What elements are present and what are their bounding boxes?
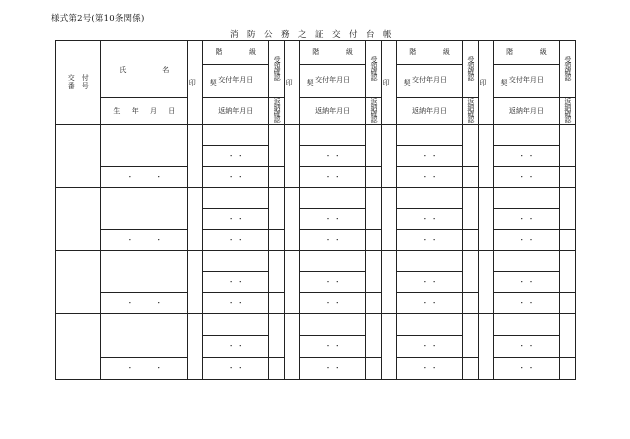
receipt-confirm-cell[interactable] xyxy=(559,251,575,293)
return-date-cell[interactable]: ・ ・ xyxy=(494,358,560,380)
return-confirm-cell[interactable] xyxy=(269,230,285,251)
name-header: 氏 名 xyxy=(101,41,188,98)
return-confirm-cell[interactable] xyxy=(559,167,575,188)
issue-date-header: 交付年月日 xyxy=(494,65,560,98)
return-confirm-cell[interactable] xyxy=(365,230,381,251)
name-cell[interactable] xyxy=(101,125,188,167)
form-number: 様式第2号(第10条関係) xyxy=(51,14,145,24)
seal-cell[interactable] xyxy=(188,125,203,188)
return-date-cell[interactable]: ・ ・ xyxy=(397,293,463,314)
rank-header: 階 級 xyxy=(494,41,560,65)
seal-cell[interactable] xyxy=(478,125,493,188)
seal-cell[interactable] xyxy=(382,188,397,251)
return-confirm-header: 返納確認 xyxy=(365,98,381,125)
issue-date-header: 交付年月日 xyxy=(203,65,269,98)
seal-cell[interactable] xyxy=(285,251,300,314)
return-confirm-cell[interactable] xyxy=(559,358,575,380)
issue-date-header: 交付年月日 xyxy=(397,65,463,98)
name-cell[interactable] xyxy=(101,251,188,293)
name-cell[interactable] xyxy=(101,188,188,230)
rank-cell[interactable] xyxy=(494,251,560,272)
issue-date-cell[interactable]: ・ ・ xyxy=(397,272,463,293)
return-date-cell[interactable]: ・ ・ xyxy=(300,230,366,251)
receipt-confirm-cell[interactable] xyxy=(269,188,285,230)
receipt-confirm-cell[interactable] xyxy=(269,314,285,358)
seal-header: 契 印 xyxy=(188,41,203,125)
receipt-confirm-header: 受領確認 xyxy=(365,41,381,98)
seal-cell[interactable] xyxy=(285,314,300,380)
seal-cell[interactable] xyxy=(382,251,397,314)
receipt-confirm-header: 受領確認 xyxy=(269,41,285,98)
receipt-confirm-header: 受領確認 xyxy=(559,41,575,98)
issue-number-cell[interactable] xyxy=(56,125,101,188)
page-title: 消防公務之証交付台帳 xyxy=(230,30,401,40)
seal-cell[interactable] xyxy=(478,251,493,314)
receipt-confirm-cell[interactable] xyxy=(365,314,381,358)
rank-header: 階 級 xyxy=(300,41,366,65)
receipt-confirm-cell[interactable] xyxy=(559,188,575,230)
seal-cell[interactable] xyxy=(382,125,397,188)
return-date-cell[interactable]: ・ ・ xyxy=(300,358,366,380)
return-confirm-cell[interactable] xyxy=(365,293,381,314)
rank-cell[interactable] xyxy=(300,188,366,209)
issue-date-header: 交付年月日 xyxy=(300,65,366,98)
return-confirm-header: 返納確認 xyxy=(462,98,478,125)
receipt-confirm-cell[interactable] xyxy=(365,188,381,230)
return-confirm-cell[interactable] xyxy=(269,293,285,314)
receipt-confirm-cell[interactable] xyxy=(559,314,575,358)
seal-header: 契 印 xyxy=(285,41,300,125)
seal-cell[interactable] xyxy=(478,314,493,380)
return-date-header: 返納年月日 xyxy=(397,98,463,125)
issue-date-cell[interactable]: ・ ・ xyxy=(494,146,560,167)
seal-header: 契 印 xyxy=(382,41,397,125)
seal-cell[interactable] xyxy=(188,314,203,380)
issue-number-cell[interactable] xyxy=(56,188,101,251)
birth-date-header: 生 年 月 日 xyxy=(101,98,188,125)
receipt-confirm-cell[interactable] xyxy=(269,251,285,293)
issue-date-cell[interactable]: ・ ・ xyxy=(203,272,269,293)
rank-header: 階 級 xyxy=(397,41,463,65)
seal-cell[interactable] xyxy=(478,188,493,251)
issue-date-cell[interactable]: ・ ・ xyxy=(397,336,463,358)
rank-cell[interactable] xyxy=(203,251,269,272)
receipt-confirm-header: 受領確認 xyxy=(462,41,478,98)
issue-date-cell[interactable]: ・ ・ xyxy=(300,336,366,358)
issue-date-cell[interactable]: ・ ・ xyxy=(494,336,560,358)
return-date-cell[interactable]: ・ ・ xyxy=(203,358,269,380)
receipt-confirm-cell[interactable] xyxy=(559,125,575,167)
return-date-cell[interactable]: ・ ・ xyxy=(203,293,269,314)
return-date-cell[interactable]: ・ ・ xyxy=(494,167,560,188)
issue-date-cell[interactable]: ・ ・ xyxy=(494,272,560,293)
return-date-cell[interactable]: ・ ・ xyxy=(397,167,463,188)
birth-date-cell[interactable]: ・ ・ xyxy=(101,167,188,188)
rank-cell[interactable] xyxy=(494,188,560,209)
receipt-confirm-cell[interactable] xyxy=(365,125,381,167)
issue-date-cell[interactable]: ・ ・ xyxy=(300,146,366,167)
return-date-header: 返納年月日 xyxy=(300,98,366,125)
rank-cell[interactable] xyxy=(300,125,366,146)
rank-cell[interactable] xyxy=(397,251,463,272)
rank-cell[interactable] xyxy=(397,188,463,209)
seal-header: 契 印 xyxy=(478,41,493,125)
return-confirm-cell[interactable] xyxy=(559,230,575,251)
rank-cell[interactable] xyxy=(203,125,269,146)
seal-cell[interactable] xyxy=(285,188,300,251)
receipt-confirm-cell[interactable] xyxy=(269,125,285,167)
rank-cell[interactable] xyxy=(494,314,560,336)
seal-cell[interactable] xyxy=(188,251,203,314)
rank-cell[interactable] xyxy=(397,314,463,336)
issue-date-cell[interactable]: ・ ・ xyxy=(203,209,269,230)
receipt-confirm-cell[interactable] xyxy=(462,251,478,293)
return-date-cell[interactable]: ・ ・ xyxy=(397,230,463,251)
issue-date-cell[interactable]: ・ ・ xyxy=(300,272,366,293)
return-date-cell[interactable]: ・ ・ xyxy=(494,230,560,251)
return-date-cell[interactable]: ・ ・ xyxy=(203,167,269,188)
return-date-cell[interactable]: ・ ・ xyxy=(300,167,366,188)
return-confirm-cell[interactable] xyxy=(365,167,381,188)
issue-number-header: 交 付 番 号 xyxy=(56,41,101,125)
return-confirm-cell[interactable] xyxy=(559,293,575,314)
issue-date-cell[interactable]: ・ ・ xyxy=(203,146,269,167)
birth-date-cell[interactable]: ・ ・ xyxy=(101,293,188,314)
rank-cell[interactable] xyxy=(203,188,269,209)
name-cell[interactable] xyxy=(101,314,188,358)
rank-header: 階 級 xyxy=(203,41,269,65)
issue-date-cell[interactable]: ・ ・ xyxy=(494,209,560,230)
return-confirm-cell[interactable] xyxy=(462,230,478,251)
rank-cell[interactable] xyxy=(300,314,366,336)
birth-date-cell[interactable]: ・ ・ xyxy=(101,358,188,380)
issue-number-cell[interactable] xyxy=(56,251,101,314)
issue-date-cell[interactable]: ・ ・ xyxy=(397,209,463,230)
issue-ledger-table xyxy=(55,40,576,380)
receipt-confirm-cell[interactable] xyxy=(462,314,478,358)
return-date-header: 返納年月日 xyxy=(203,98,269,125)
seal-cell[interactable] xyxy=(382,314,397,380)
return-confirm-header: 返納確認 xyxy=(559,98,575,125)
rank-cell[interactable] xyxy=(397,125,463,146)
receipt-confirm-cell[interactable] xyxy=(462,125,478,167)
return-date-cell[interactable]: ・ ・ xyxy=(203,230,269,251)
rank-cell[interactable] xyxy=(300,251,366,272)
return-date-header: 返納年月日 xyxy=(494,98,560,125)
rank-cell[interactable] xyxy=(494,125,560,146)
return-date-cell[interactable]: ・ ・ xyxy=(397,358,463,380)
return-confirm-cell[interactable] xyxy=(269,358,285,380)
receipt-confirm-cell[interactable] xyxy=(365,251,381,293)
return-confirm-cell[interactable] xyxy=(462,293,478,314)
return-date-cell[interactable]: ・ ・ xyxy=(300,293,366,314)
return-confirm-cell[interactable] xyxy=(365,358,381,380)
issue-number-cell[interactable] xyxy=(56,314,101,380)
return-confirm-cell[interactable] xyxy=(269,167,285,188)
birth-date-cell[interactable]: ・ ・ xyxy=(101,230,188,251)
rank-cell[interactable] xyxy=(203,314,269,336)
return-date-cell[interactable]: ・ ・ xyxy=(494,293,560,314)
seal-cell[interactable] xyxy=(285,125,300,188)
issue-date-cell[interactable]: ・ ・ xyxy=(300,209,366,230)
seal-cell[interactable] xyxy=(188,188,203,251)
return-confirm-cell[interactable] xyxy=(462,167,478,188)
receipt-confirm-cell[interactable] xyxy=(462,188,478,230)
return-confirm-header: 返納確認 xyxy=(269,98,285,125)
issue-date-cell[interactable]: ・ ・ xyxy=(203,336,269,358)
return-confirm-cell[interactable] xyxy=(462,358,478,380)
issue-date-cell[interactable]: ・ ・ xyxy=(397,146,463,167)
